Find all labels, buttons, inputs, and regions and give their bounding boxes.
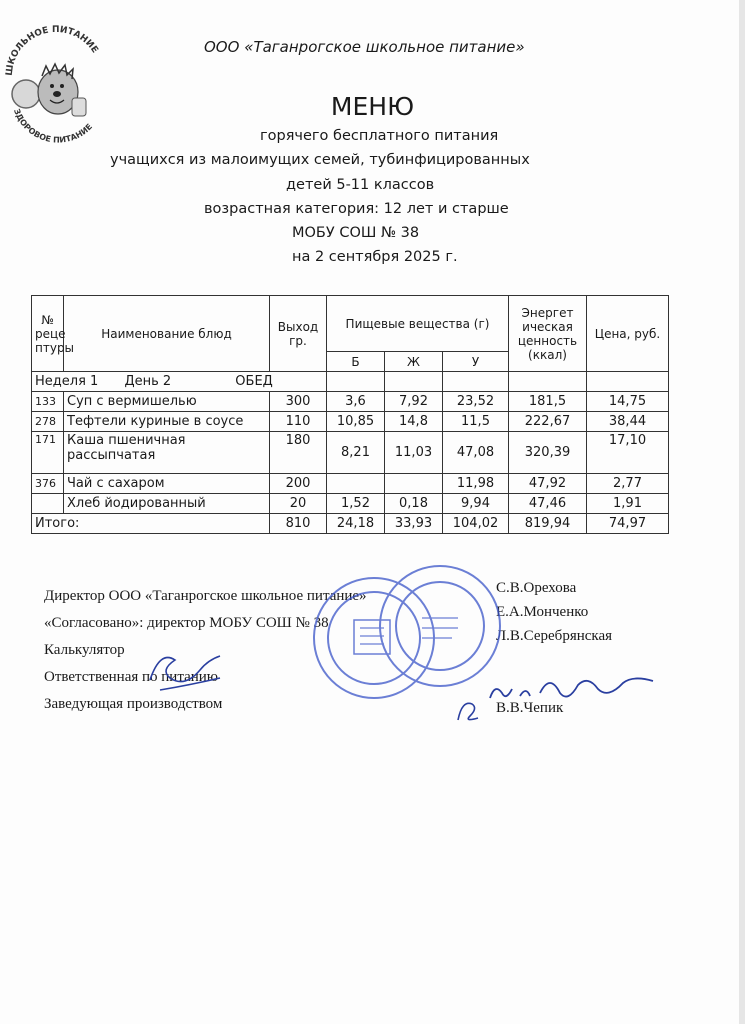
age-category: возрастная категория: 12 лет и старше	[204, 201, 509, 217]
header-dish-name: Наименование блюд	[64, 296, 270, 372]
signature-head-icon	[450, 690, 490, 730]
name-agreed: Е.А.Монченко	[496, 604, 589, 620]
row-energy: 222,67	[509, 412, 587, 432]
row-dish-name: Тефтели куриные в соусе	[64, 412, 270, 432]
header-protein: Б	[327, 352, 385, 372]
header-fat: Ж	[385, 352, 443, 372]
role-agreed: «Согласовано»: директор МОБУ СОШ № 38	[44, 615, 329, 631]
row-protein: 8,21	[327, 432, 385, 474]
row-price: 14,75	[587, 392, 669, 412]
menu-date: на 2 сентября 2025 г.	[292, 249, 458, 265]
row-yield: 20	[270, 494, 327, 514]
row-recipe: 376	[32, 474, 64, 494]
row-dish-name: Чай с сахаром	[64, 474, 270, 494]
row-price: 17,10	[587, 432, 669, 474]
company-name: ООО «Таганрогское школьное питание»	[204, 38, 525, 56]
section-day: День 2	[124, 374, 172, 389]
total-price: 74,97	[587, 514, 669, 534]
scan-edge	[739, 0, 745, 1024]
row-carbs: 47,08	[443, 432, 509, 474]
header-nutrients: Пищевые вещества (г)	[327, 296, 509, 352]
row-protein: 10,85	[327, 412, 385, 432]
table-row	[32, 494, 669, 514]
header-energy: Энергет ическая ценность (ккал)	[509, 296, 587, 372]
row-energy: 47,92	[509, 474, 587, 494]
header-yield: Выход гр.	[270, 296, 327, 372]
total-protein: 24,18	[327, 514, 385, 534]
row-recipe: 278	[32, 412, 64, 432]
subtitle-line-1: горячего бесплатного питания	[260, 128, 499, 144]
subtitle-line-2: учащихся из малоимущих семей, тубинфицированных	[110, 152, 530, 168]
row-fat: 7,92	[385, 392, 443, 412]
row-energy: 320,39	[509, 432, 587, 474]
section-week: Неделя 1	[35, 374, 99, 389]
row-carbs: 11,98	[443, 474, 509, 494]
row-dish-name: Хлеб йодированный	[64, 494, 270, 514]
total-row	[32, 514, 669, 534]
table-row	[32, 392, 669, 412]
subtitle-line-3: детей 5-11 классов	[286, 177, 435, 193]
signature-responsible-icon	[480, 668, 670, 718]
signature-calculator-icon	[140, 640, 230, 700]
section-row	[32, 372, 669, 392]
role-head: Заведующая производством	[44, 696, 223, 712]
total-energy: 819,94	[509, 514, 587, 534]
name-head: В.В.Чепик	[496, 700, 564, 716]
role-director: Директор ООО «Таганрогское школьное питание»	[44, 588, 367, 604]
row-yield: 110	[270, 412, 327, 432]
row-protein: 1,52	[327, 494, 385, 514]
row-recipe	[32, 494, 64, 514]
header-carbs: У	[443, 352, 509, 372]
role-calculator: Калькулятор	[44, 642, 125, 658]
total-fat: 33,93	[385, 514, 443, 534]
table-row	[32, 412, 669, 432]
row-recipe: 171	[32, 432, 64, 474]
row-carbs: 11,5	[443, 412, 509, 432]
row-price: 2,77	[587, 474, 669, 494]
row-carbs: 23,52	[443, 392, 509, 412]
row-dish-name: Каша пшеничная рассыпчатая	[64, 432, 270, 474]
table-row	[32, 432, 669, 474]
row-yield: 200	[270, 474, 327, 494]
row-energy: 47,46	[509, 494, 587, 514]
total-label: Итого:	[32, 514, 270, 534]
logo-bottom-text: ЗДОРОВОЕ ПИТАНИЕ	[12, 107, 94, 145]
role-responsible: Ответственная по питанию	[44, 669, 218, 685]
section-meal: ОБЕД	[235, 374, 273, 389]
name-director: С.В.Орехова	[496, 580, 577, 596]
total-yield: 810	[270, 514, 327, 534]
menu-title: МЕНЮ	[330, 92, 415, 121]
header-recipe-number: № реце птуры	[32, 296, 64, 372]
row-fat: 14,8	[385, 412, 443, 432]
row-yield: 180	[270, 432, 327, 474]
row-yield: 300	[270, 392, 327, 412]
row-protein: 3,6	[327, 392, 385, 412]
menu-table	[31, 295, 669, 534]
row-carbs: 9,94	[443, 494, 509, 514]
row-fat	[385, 474, 443, 494]
row-fat: 11,03	[385, 432, 443, 474]
row-energy: 181,5	[509, 392, 587, 412]
school-name: МОБУ СОШ № 38	[292, 225, 420, 241]
table-row	[32, 474, 669, 494]
row-recipe: 133	[32, 392, 64, 412]
header-price: Цена, руб.	[587, 296, 669, 372]
row-price: 1,91	[587, 494, 669, 514]
total-carbs: 104,02	[443, 514, 509, 534]
logo-top-text: ШКОЛЬНОЕ ПИТАНИЕ	[4, 24, 100, 77]
school-food-logo	[2, 14, 110, 148]
row-fat: 0,18	[385, 494, 443, 514]
name-calculator: Л.В.Серебрянская	[496, 628, 613, 644]
row-dish-name: Суп с вермишелью	[64, 392, 270, 412]
row-protein	[327, 474, 385, 494]
row-price: 38,44	[587, 412, 669, 432]
